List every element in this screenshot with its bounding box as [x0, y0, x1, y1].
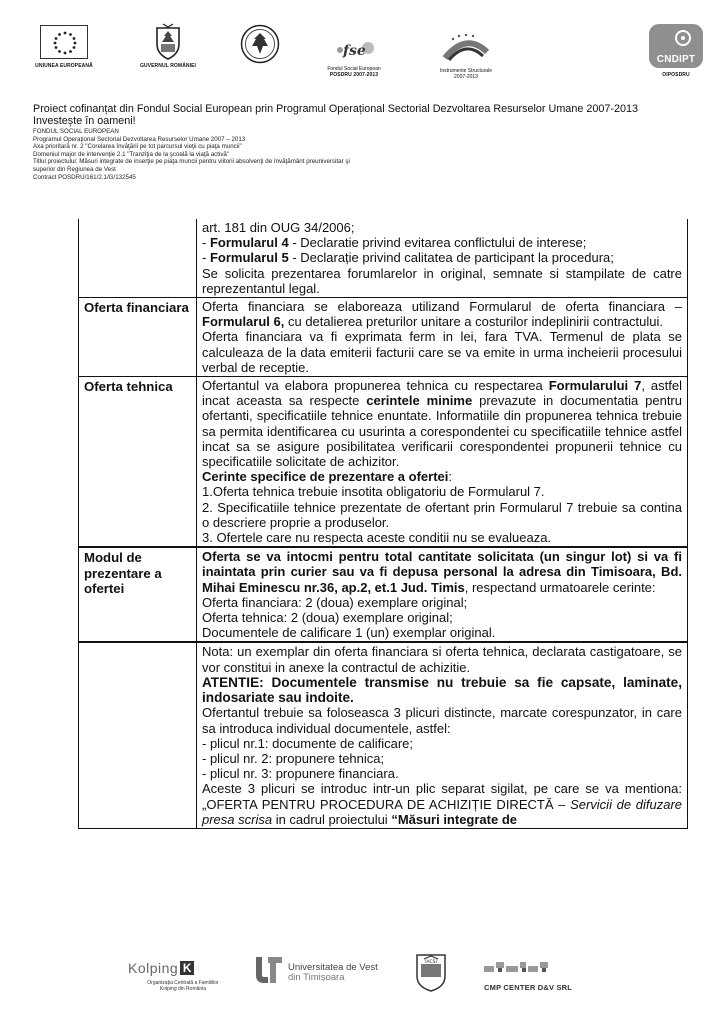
form-5-label: Formularul 5 [209, 250, 289, 266]
info-line: Contract POSDRU/161/2.1/G/132545 [33, 173, 136, 181]
fse-icon [332, 36, 376, 62]
uvt-name: Universitatea de Vest [288, 962, 378, 973]
text-run: in cadrul proiectului [272, 811, 392, 827]
fse-caption: Fondul Social European [327, 66, 381, 72]
info-line: Programul Operaţional Sectorial Dezvoltarea Resurselor Umane 2007 – 2013 [33, 135, 246, 143]
iacsi-crest-icon [414, 952, 448, 992]
form-4-label: Formularul 4 [209, 235, 289, 251]
fse-mark: fse [343, 43, 366, 59]
info-line: Titlul proiectului: Măsuri integrate de inserţie pe piaţa muncii pentru viitorii absolvenţi de învăţământ preuniversitar şi [33, 158, 350, 166]
uvt-emblem-icon [254, 955, 284, 985]
declaration-line: Se solicita prezentarea forumlarelor in original, semnate si stampilate de catre reprezentantul legal. [202, 265, 682, 296]
envelope-instructions-cell [197, 642, 688, 828]
project-info-block [33, 128, 350, 181]
row-label-submission-mode: Modul de prezentare a ofertei [79, 547, 197, 642]
kolping-k-icon: K [180, 961, 194, 975]
cmp-center-logo [484, 960, 604, 992]
fse-caption-2: POSDRU 2007-2013 [329, 72, 379, 78]
copies-line: Oferta financiara: 2 (doua) exemplare original; [202, 594, 468, 610]
text-run: cu detalierea preturilor unitare a costurilor indeplinirii contractului. [284, 314, 663, 330]
form-7-label: Formularului 7 [548, 378, 642, 394]
structural-instruments-logo [418, 30, 514, 80]
kolping-logo [128, 960, 238, 992]
declaration-line: - Formularul 4 - Declaratie privind evitarea conflictului de interese; [202, 235, 587, 251]
paragraph [202, 549, 682, 595]
row-label-empty [79, 642, 197, 828]
copies-line: Documentele de calificare 1 (un) exemplar original. [202, 625, 496, 641]
kolping-wordmark: Kolping [128, 960, 179, 976]
table-row [79, 298, 688, 377]
declaration-line: art. 181 din OUG 34/2006; [202, 220, 355, 235]
national-seal-icon [240, 24, 280, 64]
attention-paragraph: ATENTIE: Documentele transmise nu trebuie sa fie capsate, laminate, indosariate sau indoite. [202, 674, 682, 706]
kolping-subtitle: Kolping din România [159, 986, 207, 992]
submission-mode-cell [197, 547, 688, 642]
oiposdru-caption: OIPOSDRU [662, 72, 690, 78]
envelope-item: - plicul nr. 3: propunere financiara. [202, 766, 399, 782]
structural-instruments-icon [439, 30, 493, 66]
specific-requirements-heading [202, 469, 682, 484]
paragraph: Oferta financiara va fi exprimata ferm in lei, fara TVA. Termenul de plata se calculeaza de la data emiterii facturii care se va emite in urma incheierii procesului verbal de receptie. [202, 329, 682, 375]
paragraph [202, 378, 682, 469]
row-label-financial-offer: Oferta financiara [79, 298, 197, 377]
cndipt-text: CNDIPT [656, 54, 696, 65]
text-run: Ofertantul va elabora propunerea tehnica cu respectarea [202, 378, 549, 394]
envelope-item: - plicul nr.1: documente de calificare; [202, 735, 413, 751]
row-label-empty [79, 219, 197, 298]
text-run: , astfel incat aceasta sa respecte [202, 378, 683, 409]
heading-text: Cerinte specifice de prezentare a ofertei [202, 469, 449, 485]
copies-line: Oferta tehnica: 2 (doua) exemplare original; [202, 610, 453, 626]
table-row [79, 642, 688, 828]
cndipt-logo [646, 24, 706, 78]
info-line: Domeniul major de intervenţie 2.1 "Tranziţia de la şcoală la viaţă activă" [33, 150, 230, 158]
paragraph [202, 299, 682, 329]
romania-seal-logo [238, 24, 282, 69]
eu-flag-icon [40, 25, 88, 59]
text-run: prevazute in documentatia pentru ofertanti, specificatiile tehnice enuntate. Informatiile din propunerea tehnica trebuie sa permita identificarea cu usurinta a corespondentei cu specificatiile tehnice astfel incat sa se asigure posibilitatea verificarii corespondentei propunerii tehnice cu specificatiile solicitate de achizitor. [202, 393, 682, 470]
form-4-text: - Declaratie privind evitarea conflictului de interese; [288, 235, 587, 251]
info-line: FONDUL SOCIAL EUROPEAN [33, 128, 119, 135]
requirement-item: 1.Oferta tehnica trebuie insotita obligatoriu de Formularul 7. [202, 484, 545, 500]
requirement-item: 3. Ofertele care nu respecta aceste conditii nu se evalueaza. [202, 530, 552, 546]
info-line: Axa prioritară nr. 2 "Corelarea învăţării pe tot parcursul vieţii cu piaţa muncii" [33, 143, 242, 151]
gov-caption: GUVERNUL ROMÂNIEI [139, 63, 197, 69]
requirement-item: 2. Specificatiile tehnice prezentate de ofertant prin Formularul 7 trebuie sa contina o descriere proprie a produselor. [202, 499, 682, 530]
coat-of-arms-icon [153, 22, 183, 60]
kolping-subtitle: Organizația Centrală a Familiilor [147, 980, 219, 986]
declarations-cell [197, 219, 688, 298]
info-line: superior din Regiunea de Vest [33, 165, 116, 173]
project-slogan: Investește în oameni! [33, 115, 136, 127]
envelope-item: - plicul nr. 2: propunere tehnica; [202, 750, 385, 766]
project-cofinancing-line: Proiect cofinanțat din Fondul Social European prin Programul Operațional Sectorial Dezvoltarea Resurselor Umane 2007-2013 [33, 103, 638, 115]
cndipt-icon [649, 24, 703, 68]
text-run: Aceste 3 plicuri se introduc intr-un plic separat sigilat, pe care se va mentiona: „OFERTA PENTRU PROCEDURA DE ACHIZIȚIE DIRECTĂ – [202, 781, 682, 812]
form-6-label: Formularul 6, [202, 314, 285, 330]
is-caption-2: 2007-2013 [454, 74, 478, 80]
fse-logo [304, 36, 404, 78]
min-requirements-label: cerintele minime [366, 393, 473, 409]
table-row [79, 377, 688, 548]
form-5-text: - Declarație privind calitatea de participant la procedura; [288, 250, 614, 266]
note-paragraph: Nota: un exemplar din oferta financiara si oferta tehnica, declarata castigatoare, se vor constitui in anexe la contractul de achizitie. [202, 644, 682, 675]
project-name: “Măsuri integrate de [391, 811, 518, 827]
service-name: Servicii de difuzare presa scrisa [202, 796, 682, 827]
cmp-pixel-mark-icon [484, 960, 556, 974]
table-row [79, 219, 688, 298]
text-run: Oferta financiara se elaboreaza utilizand Formularul de oferta financiara – [202, 299, 682, 315]
paragraph [202, 781, 682, 827]
cmp-company-name: CMP CENTER D&V SRL [484, 983, 573, 992]
offer-requirements-table [78, 219, 688, 829]
eu-caption: UNIUNEA EUROPEANĂ [35, 63, 93, 69]
row-label-technical-offer: Oferta tehnica [79, 377, 197, 548]
government-logo [130, 22, 206, 69]
paragraph: Ofertantul trebuie sa foloseasca 3 plicuri distincte, marcate corespunzator, in care sa introduca individual documentele, astfel: [202, 705, 682, 736]
financial-offer-cell [197, 298, 688, 377]
technical-offer-cell [197, 377, 688, 548]
heading-colon: : [448, 469, 452, 485]
is-caption: Instrumente Structurale [440, 68, 492, 74]
declaration-line: - Formularul 5 - Declarație privind calitatea de participant la procedura; [202, 250, 614, 266]
uvt-city: din Timișoara [288, 972, 345, 983]
iacsi-label: IACSI [425, 960, 437, 965]
eu-logo [28, 25, 100, 69]
table-row [79, 547, 688, 642]
iacsi-logo [414, 952, 448, 997]
submission-address-text: Oferta se va intocmi pentru total cantitate solicitata (un singur lot) si va fi inaintata prin curier sau va fi depusa personal la adresa din Timisoara, Bd. Mihai Eminescu nr.36, ap.2, et.1 Jud. Timis [202, 549, 682, 595]
text-run: , respectand urmatoarele cerinte: [464, 579, 656, 595]
